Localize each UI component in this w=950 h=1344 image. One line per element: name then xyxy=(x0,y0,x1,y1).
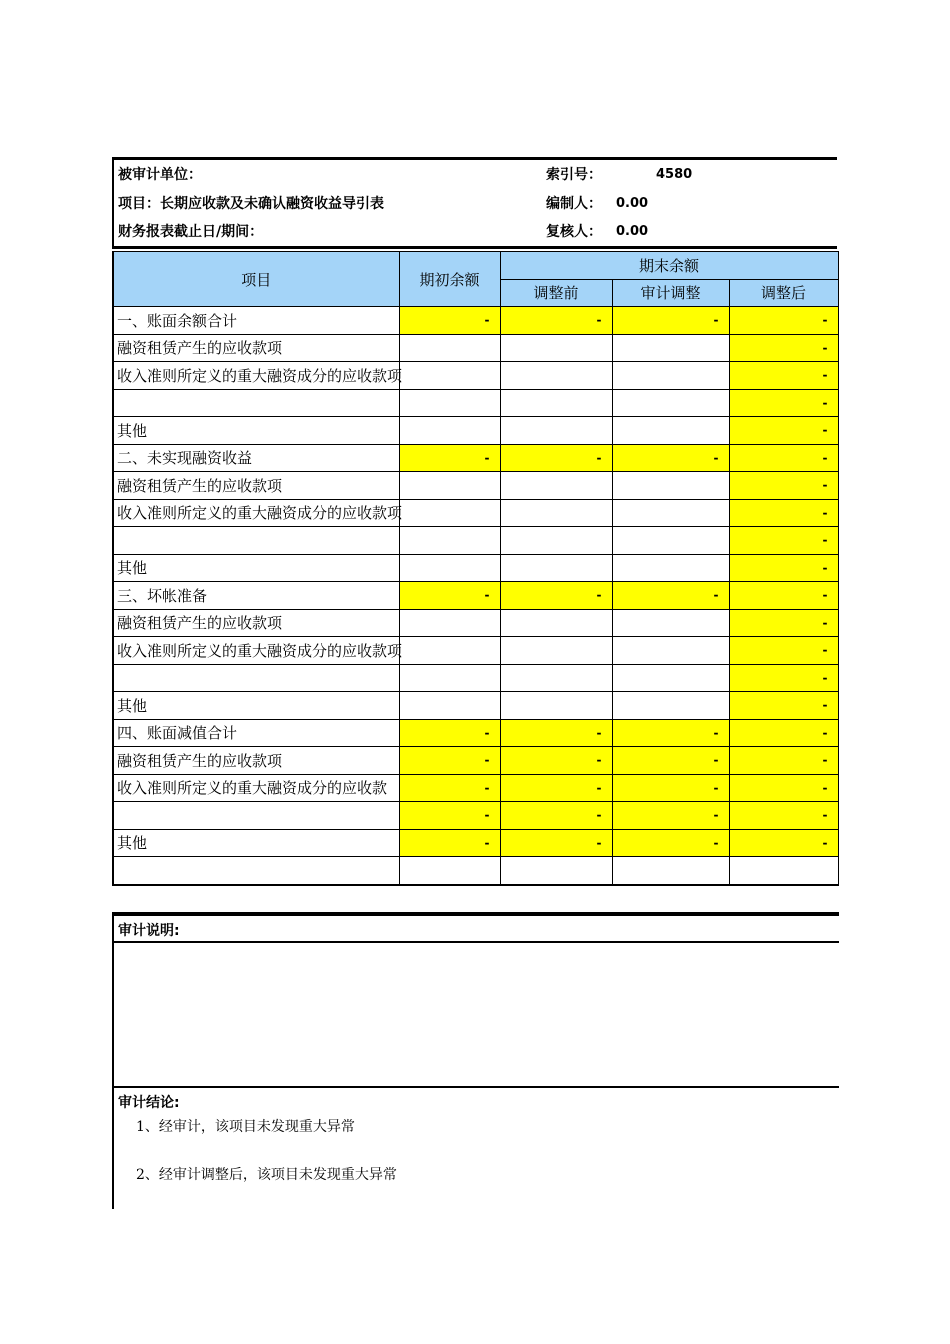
row-label xyxy=(113,609,399,637)
row-label xyxy=(113,554,399,582)
table-row xyxy=(113,554,838,582)
row-label-text: 收入准则所定义的重大融资成分的应收款项 xyxy=(117,641,403,660)
table-row xyxy=(113,747,838,775)
cell-after[interactable]: - xyxy=(729,692,838,720)
cell-after[interactable]: - xyxy=(729,637,838,665)
row-label xyxy=(113,747,399,775)
table-row xyxy=(113,774,838,802)
row-label xyxy=(113,802,399,830)
cell-before[interactable]: - xyxy=(500,444,612,472)
row-label-text: 二、未实现融资收益 xyxy=(117,449,253,468)
cell-opening[interactable]: - xyxy=(399,747,500,775)
audit-notes xyxy=(112,912,839,1209)
row-label-text: 其他 xyxy=(117,421,148,440)
row-label xyxy=(113,362,403,390)
explanation-rule xyxy=(114,941,839,943)
reviewer-value: 0.00 xyxy=(616,224,649,239)
cell-audit[interactable] xyxy=(612,527,729,555)
cell-before[interactable]: - xyxy=(500,719,612,747)
cell-audit[interactable]: - xyxy=(612,774,729,802)
cell-opening[interactable] xyxy=(399,637,500,665)
cell-opening[interactable] xyxy=(399,857,500,885)
cell-audit[interactable] xyxy=(612,389,729,417)
project-label: 项目：长期应收款及未确认融资收益导引表 xyxy=(118,196,384,212)
cell-after[interactable]: - xyxy=(729,554,838,582)
cell-audit[interactable]: - xyxy=(612,307,729,335)
row-label xyxy=(113,334,399,362)
cell-audit[interactable] xyxy=(612,472,729,500)
cell-after[interactable]: - xyxy=(729,417,838,445)
row-label-text: 其他 xyxy=(117,559,148,578)
col-header-audit: 审计调整 xyxy=(612,279,729,307)
cell-opening[interactable] xyxy=(399,527,500,555)
cell-audit[interactable]: - xyxy=(612,802,729,830)
table-row xyxy=(113,499,838,527)
row-label xyxy=(113,829,399,857)
cell-after[interactable]: - xyxy=(729,719,838,747)
cell-before[interactable] xyxy=(500,334,612,362)
cell-audit[interactable]: - xyxy=(612,829,729,857)
cell-audit[interactable] xyxy=(612,499,729,527)
cell-audit[interactable]: - xyxy=(612,444,729,472)
table-row xyxy=(113,307,838,335)
notes-top-rule xyxy=(114,914,839,916)
cell-after[interactable]: - xyxy=(729,362,838,390)
cell-after[interactable]: - xyxy=(729,829,838,857)
cell-before[interactable] xyxy=(500,362,612,390)
row-label-text: 融资租赁产生的应收款项 xyxy=(117,614,283,633)
col-header-opening: 期初余额 xyxy=(399,252,500,307)
conclusion-label: 审计结论: xyxy=(118,1095,180,1111)
cell-before[interactable] xyxy=(500,554,612,582)
cell-opening[interactable] xyxy=(399,334,500,362)
cell-opening[interactable]: - xyxy=(399,829,500,857)
col-header-before: 调整前 xyxy=(500,279,612,307)
conclusion-rule xyxy=(114,1086,839,1088)
cell-opening[interactable]: - xyxy=(399,774,500,802)
cell-after[interactable]: - xyxy=(729,334,838,362)
row-label-text: 融资租赁产生的应收款项 xyxy=(117,339,283,358)
table-row xyxy=(113,582,838,610)
row-label-text: 其他 xyxy=(117,696,148,715)
cell-audit[interactable] xyxy=(612,664,729,692)
conclusion-item-2: 2、经审计调整后，该项目未发现重大异常 xyxy=(136,1167,397,1183)
table-row xyxy=(113,389,838,417)
table-row xyxy=(113,334,838,362)
col-header-closing: 期末余额 xyxy=(500,252,838,280)
cell-after[interactable]: - xyxy=(729,472,838,500)
row-label xyxy=(113,774,399,802)
table-row xyxy=(113,692,838,720)
index-label: 索引号： xyxy=(546,167,602,183)
ledger-table xyxy=(112,251,839,886)
cell-before[interactable]: - xyxy=(500,307,612,335)
cell-after[interactable]: - xyxy=(729,307,838,335)
entity-label: 被审计单位： xyxy=(118,167,202,183)
row-label xyxy=(113,444,399,472)
cell-opening[interactable] xyxy=(399,609,500,637)
cell-before[interactable] xyxy=(500,692,612,720)
cell-before[interactable] xyxy=(500,637,612,665)
workpaper-header-block xyxy=(112,157,837,249)
cell-before[interactable]: - xyxy=(500,802,612,830)
row-label-text: 其他 xyxy=(117,834,148,853)
cell-before[interactable] xyxy=(500,499,612,527)
cell-opening[interactable] xyxy=(399,417,500,445)
table-row xyxy=(113,444,838,472)
row-label-text: 收入准则所定义的重大融资成分的应收款项 xyxy=(117,504,403,523)
table-row xyxy=(113,362,838,390)
header-info xyxy=(112,157,837,249)
explanation-label: 审计说明: xyxy=(118,923,180,939)
preparer-value: 0.00 xyxy=(616,196,649,211)
row-label xyxy=(113,417,399,445)
row-label-text: 融资租赁产生的应收款项 xyxy=(117,751,283,770)
cell-opening[interactable]: - xyxy=(399,802,500,830)
cell-opening[interactable] xyxy=(399,499,500,527)
row-label xyxy=(113,719,399,747)
cell-audit[interactable]: - xyxy=(612,747,729,775)
cell-opening[interactable]: - xyxy=(399,307,500,335)
conclusion-item-1: 1、经审计，该项目未发现重大异常 xyxy=(136,1119,355,1135)
preparer-label: 编制人： xyxy=(546,196,602,212)
cell-after[interactable]: - xyxy=(729,527,838,555)
cell-audit[interactable] xyxy=(612,692,729,720)
row-label xyxy=(113,692,399,720)
cell-before[interactable] xyxy=(500,472,612,500)
cell-audit[interactable] xyxy=(612,417,729,445)
cell-opening[interactable] xyxy=(399,362,500,390)
index-value: 4580 xyxy=(656,167,693,182)
cell-before[interactable] xyxy=(500,527,612,555)
table-row xyxy=(113,829,838,857)
cell-after[interactable]: - xyxy=(729,664,838,692)
cell-opening[interactable] xyxy=(399,472,500,500)
cell-before[interactable] xyxy=(500,664,612,692)
table-row xyxy=(113,527,838,555)
cell-after[interactable]: - xyxy=(729,499,838,527)
row-label xyxy=(113,582,399,610)
cell-opening[interactable]: - xyxy=(399,444,500,472)
cell-after[interactable]: - xyxy=(729,747,838,775)
cell-after[interactable]: - xyxy=(729,389,838,417)
cell-after[interactable]: - xyxy=(729,609,838,637)
row-label xyxy=(113,664,399,692)
cell-after[interactable]: - xyxy=(729,444,838,472)
cell-audit[interactable]: - xyxy=(612,582,729,610)
cell-after[interactable]: - xyxy=(729,582,838,610)
table-row xyxy=(113,609,838,637)
row-label xyxy=(113,637,403,665)
cell-audit[interactable] xyxy=(612,554,729,582)
cell-after[interactable]: - xyxy=(729,802,838,830)
period-label: 财务报表截止日/期间： xyxy=(118,224,264,240)
table-row xyxy=(113,719,838,747)
reviewer-label: 复核人： xyxy=(546,224,602,240)
row-label xyxy=(113,499,403,527)
row-label xyxy=(113,472,399,500)
row-label xyxy=(113,857,399,885)
cell-before[interactable] xyxy=(500,417,612,445)
cell-before[interactable] xyxy=(500,389,612,417)
table-row xyxy=(113,664,838,692)
cell-before[interactable]: - xyxy=(500,747,612,775)
row-label xyxy=(113,527,399,555)
row-label xyxy=(113,307,399,335)
cell-audit[interactable] xyxy=(612,609,729,637)
cell-opening[interactable] xyxy=(399,554,500,582)
col-header-item: 项目 xyxy=(113,252,399,307)
cell-audit[interactable] xyxy=(612,334,729,362)
cell-before[interactable] xyxy=(500,857,612,885)
col-header-after: 调整后 xyxy=(729,279,838,307)
row-label-text: 收入准则所定义的重大融资成分的应收款项 xyxy=(117,366,403,385)
cell-audit[interactable] xyxy=(612,637,729,665)
cell-before[interactable]: - xyxy=(500,829,612,857)
cell-audit[interactable] xyxy=(612,362,729,390)
cell-audit[interactable] xyxy=(612,857,729,885)
row-label-text: 四、账面减值合计 xyxy=(117,724,238,743)
cell-before[interactable] xyxy=(500,609,612,637)
row-label-text: 融资租赁产生的应收款项 xyxy=(117,476,283,495)
cell-opening[interactable]: - xyxy=(399,582,500,610)
table-row xyxy=(113,417,838,445)
table-row xyxy=(113,802,838,830)
cell-opening[interactable] xyxy=(399,664,500,692)
cell-before[interactable]: - xyxy=(500,582,612,610)
table-row xyxy=(113,637,838,665)
table-row xyxy=(113,472,838,500)
cell-audit[interactable]: - xyxy=(612,719,729,747)
cell-opening[interactable]: - xyxy=(399,719,500,747)
cell-opening[interactable] xyxy=(399,389,500,417)
cell-opening[interactable] xyxy=(399,692,500,720)
row-label-text: 一、账面余额合计 xyxy=(117,311,238,330)
cell-before[interactable]: - xyxy=(500,774,612,802)
table-row xyxy=(113,857,838,885)
row-label xyxy=(113,389,399,417)
row-label-text: 收入准则所定义的重大融资成分的应收款 xyxy=(117,779,388,798)
cell-after[interactable] xyxy=(729,857,838,885)
row-label-text: 三、坏帐准备 xyxy=(117,586,208,605)
cell-after[interactable]: - xyxy=(729,774,838,802)
